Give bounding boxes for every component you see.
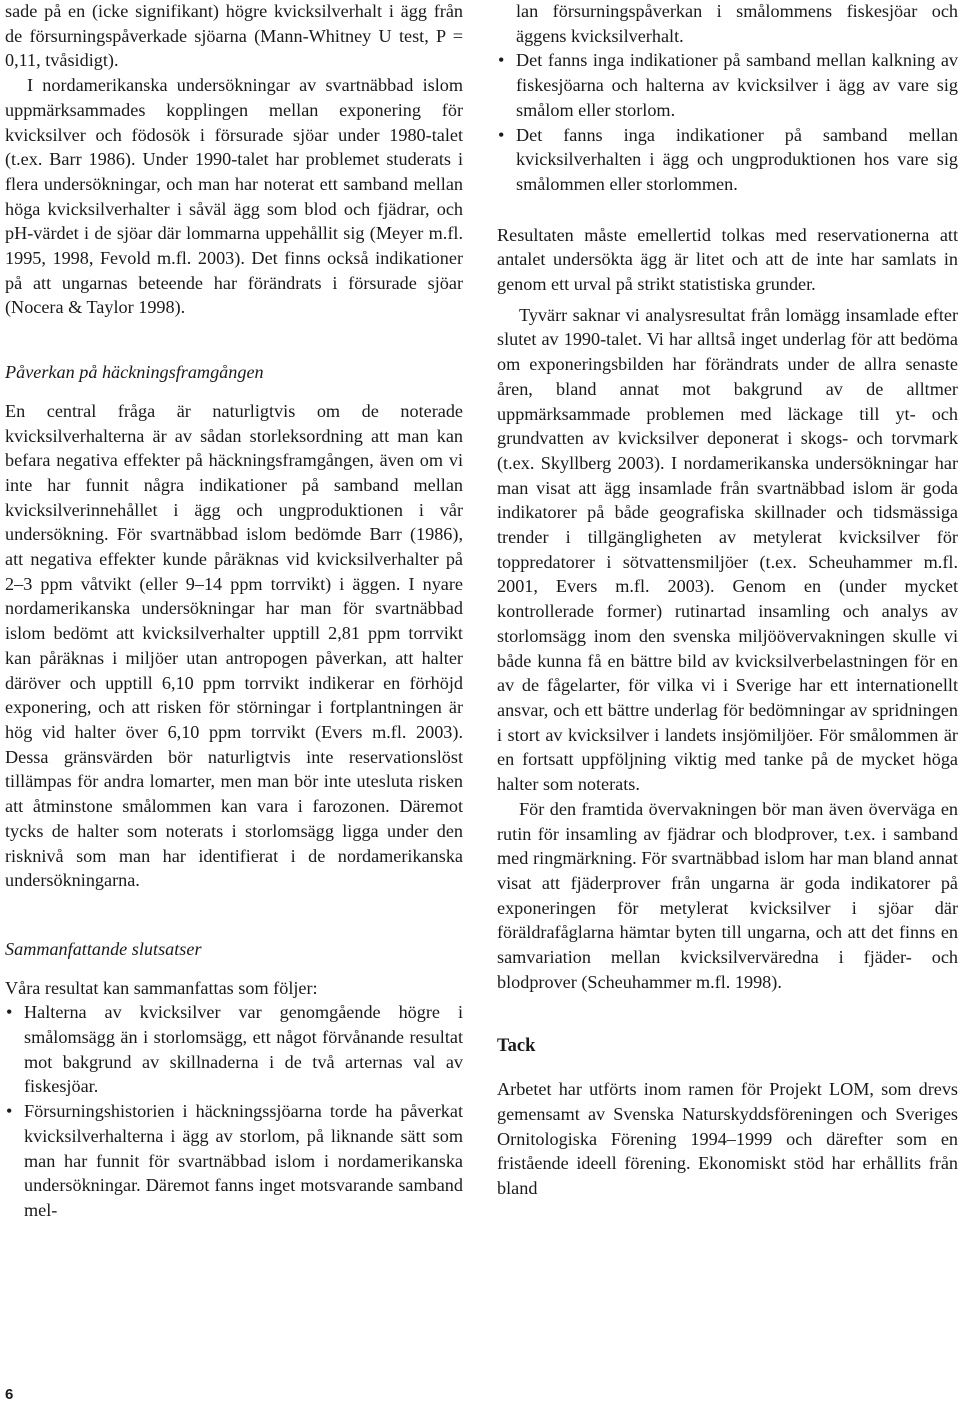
list-item-continued: lan försurningspåverkan i smålommens fiskesjöar och äggens kvicksilverhalt. <box>516 1 958 46</box>
paragraph-arbetet: Arbetet har utförts inom ramen för Projekt LOM, som drevs gemensamt av Svenska Naturskyddsföreningen och Sveriges Ornitologiska Förening 1994–1999 och därefter som en fristående ideell förening. Ekonomiskt stöd har erhållits från bland <box>497 1079 958 1198</box>
list-item: • Det fanns inga indikationer på samband mellan kalkning av fiskesjöarna och halterna av kvicksilver i ägg av vare sig smålom eller storlom. <box>497 48 958 122</box>
spacer <box>5 385 463 399</box>
spacer <box>5 962 463 976</box>
list-item: • Halterna av kvicksilver var genomgående högre i smålomsägg än i storlomsägg, ett något förvånande resultat mot bakgrund av skillnaderna i de två arternas val av fiskesjöar. <box>5 1000 463 1099</box>
section-heading-hackningsframgangen: Påverkan på häckningsframgången <box>5 362 264 383</box>
conclusions-list-continued <box>497 48 958 196</box>
spacer <box>497 1059 958 1077</box>
paragraph-continued: sade på en (icke signifikant) högre kvicksilverhalt i ägg från de försurningspåverkade sjöarna (Mann-Whitney U test, P = 0,11, tvåsidigt). <box>5 1 463 71</box>
right-column <box>497 0 958 1201</box>
list-item: • Försurningshistorien i häckningssjöarna torde ha påverkat kvicksilverhalterna i ägg av storlom, på liknande sätt som man har funnit för svartnäbbad islom i nordamerikanska undersökningar. Däremot fanns inget motsvarande samband mel- <box>5 1099 463 1223</box>
paragraph-tyvarr: Tyvärr saknar vi analysresultat från lomägg insamlade efter slutet av 1990-talet. Vi har alltså inget underlag för att bedöma om exponeringsbilden har förändrats under de allra senaste åren, bland annat mot bakgrund av de alltmer uppmärksammade problemen med läckage till yt- och grundvatten av kvicksilver deponerat i skogs- och torvmark (t.ex. Skyllberg 2003). I nordamerikanska undersökningar har man visat att ägg insamlade från svartnäbbad islom är goda indikatorer på både geografiska skillnader och tidsmässiga trender i tillgängligheten av metylerat kvicksilver för toppredatorer i sötvattensmiljöer (t.ex. Scheuhammer m.fl. 2001, Evers m.fl. 2003). Genom en (under mycket kontrollerade former) rutinartad insamling och analys av storlomsägg inom den svenska miljöövervakningen skulle vi både kunna få en bättre bild av kvicksilverbelastningen för en av de fågelarter, för vilka vi i Sverige har ett internationellt ansvar, och ett bättre underlag för bedömningar av spridningen i stort av kvicksilver i landets insjömiljöer. För smålommen är en fortsatt uppföljning viktig med tanke på de mycket höga halter som noterats. <box>497 304 958 795</box>
left-column <box>5 0 463 1223</box>
paragraph-sammanfattas: Våra resultat kan sammanfattas som följer: <box>5 977 318 998</box>
spacer <box>497 994 958 1034</box>
spacer <box>5 893 463 937</box>
spacer <box>497 197 958 223</box>
conclusions-list <box>5 1000 463 1222</box>
paragraph-central-fraga: En central fråga är naturligtvis om de noterade kvicksilverhalterna är av sådan storleksordning att man kan befara negativa effekter på häckningsframgången, även om vi inte har funnit några indikationer på samband mellan kvicksilverinnehållet i ägg och ungproduktionen i vår undersökning. För svartnäbbad islom bedömde Barr (1986), att negativa effekter kunde påräknas vid kvicksilverhalter på 2–3 ppm våtvikt (eller 9–14 ppm torrvikt) i äggen. I nyare nordamerikanska undersökningar har man för svartnäbbad islom bedömt att kvicksilverhalter upptill 2,81 ppm torrvikt kan påräknas i miljöer utan antropogen påverkan, att halter däröver och upptill 6,10 ppm torrvikt indikerar en förhöjd exponering, och att risken för störningar i fortplantningen är hög vid halter över 6,10 ppm torrvikt (Evers m.fl. 2003). Dessa gränsvärden bör naturligtvis inte reservationslöst tillämpas för andra lomarter, men man bör inte utesluta risken att åtminstone smålommen kan vara i farozonen. Däremot tycks de halter som noterats i storlomsägg ligga under den risknivå som man har identifierat i de nordamerikanska undersökningarna. <box>5 400 463 891</box>
list-item: • Det fanns inga indikationer på samband mellan kvicksilverhalten i ägg och ungproduktionen hos vare sig smålommen eller storlommen. <box>497 123 958 197</box>
paragraph-resultaten: Resultaten måste emellertid tolkas med reservationerna att antalet undersökta ägg är litet och att de inte har samlats in genom ett urval på strikt statistiska grunder. <box>497 224 958 295</box>
paragraph-framtida: För den framtida övervakningen bör man även överväga en rutin för insamling av fjädrar och blodprover, t.ex. i samband med ringmärkning. För svartnäbbad islom har man bland annat visat att fjäderprover från ungarna är goda indikatorer på exponeringen för metylerat kvicksilver i sjöar där föräldrafåglarna hämtar byten till ungarna, och att det finns en samvariation mellan kvicksilverväredna i fjäder- och blodprover (Scheuhammer m.fl. 1998). <box>497 798 958 992</box>
page-number: 6 <box>5 1386 14 1403</box>
spacer <box>5 320 463 360</box>
paragraph-nordamerikanska: I nordamerikanska undersökningar av svartnäbbad islom uppmärksammades kopplingen mellan exponering för kvicksilver och födosök i försurade sjöar under 1980-talet (t.ex. Barr 1986). Under 1990-talet har problemet studerats i flera undersökningar, och man har noterat ett samband mellan höga kvicksilverhalter i såväl ägg som blod och fjädrar, och pH-värdet i de sjöar där lommarna uppehållit sig (Meyer m.fl. 1995, 1998, Fevold m.fl. 2003). Det finns också indikationer på att ungarnas beteende har förändrats i försurade sjöar (Nocera & Taylor 1998). <box>5 75 463 318</box>
section-heading-slutsatser: Sammanfattande slutsatser <box>5 938 202 959</box>
section-heading-tack: Tack <box>497 1036 536 1057</box>
